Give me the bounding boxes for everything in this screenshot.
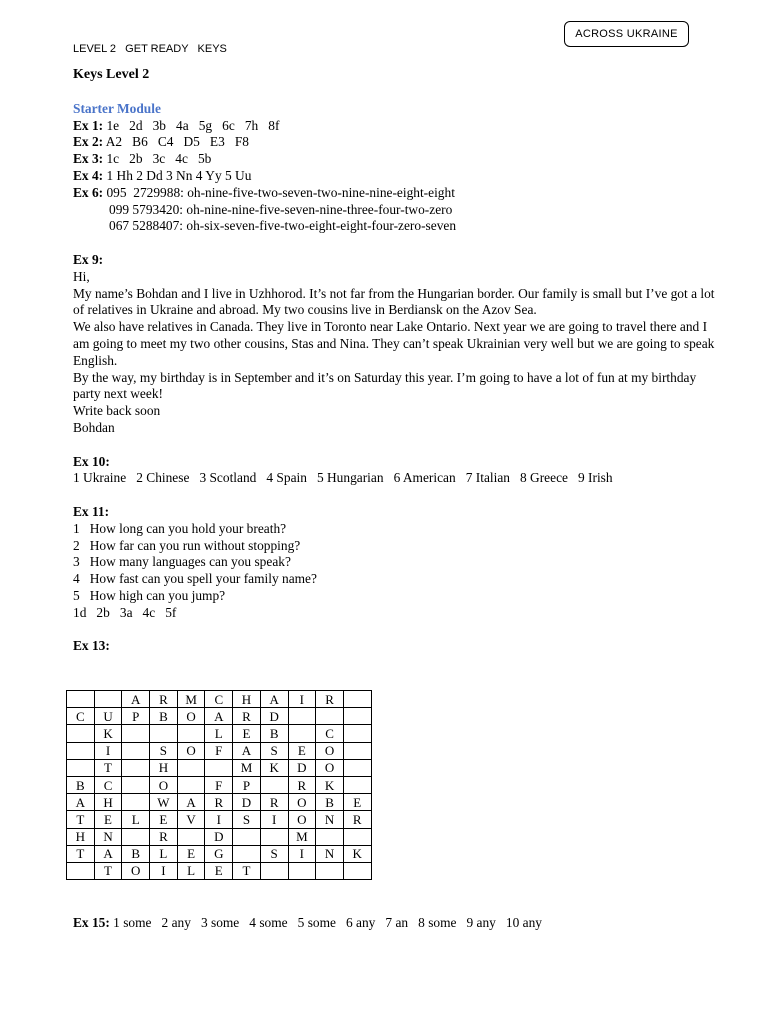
crossword-row bbox=[67, 794, 372, 811]
crossword-cell: D bbox=[288, 759, 316, 776]
crossword-cell bbox=[67, 759, 95, 776]
crossword-cell bbox=[122, 725, 150, 742]
crossword-cell: I bbox=[150, 862, 178, 879]
ex15-answers bbox=[73, 915, 542, 931]
crossword-cell: B bbox=[150, 708, 178, 725]
crossword-cell: H bbox=[67, 828, 95, 845]
crossword-cell: S bbox=[260, 742, 288, 759]
crossword-cell: U bbox=[94, 708, 122, 725]
crossword-cell bbox=[205, 759, 233, 776]
crossword-cell bbox=[122, 776, 150, 793]
crossword-cell bbox=[67, 725, 95, 742]
crossword-row bbox=[67, 862, 372, 879]
crossword-row bbox=[67, 828, 372, 845]
crossword-cell: O bbox=[316, 742, 344, 759]
crossword-cell: E bbox=[288, 742, 316, 759]
crossword-cell bbox=[233, 828, 261, 845]
ex1-text: 1e 2d 3b 4a 5g 6c 7h 8f bbox=[103, 117, 280, 133]
crossword-cell: L bbox=[177, 862, 205, 879]
ex4-label: Ex 4: bbox=[73, 167, 104, 183]
ex6-answers bbox=[73, 185, 723, 202]
crossword-cell bbox=[177, 828, 205, 845]
crossword-cell: O bbox=[122, 862, 150, 879]
crossword-cell: E bbox=[94, 811, 122, 828]
crossword-cell: D bbox=[260, 708, 288, 725]
crossword-cell: V bbox=[177, 811, 205, 828]
crossword-cell: S bbox=[260, 845, 288, 862]
crossword-cell: P bbox=[122, 708, 150, 725]
crossword-cell: O bbox=[288, 811, 316, 828]
crossword-row bbox=[67, 759, 372, 776]
ex6-line1: 095 2729988: oh-nine-five-two-seven-two-nine-nine-eight-eight bbox=[103, 184, 455, 200]
module-heading: Starter Module bbox=[73, 100, 161, 116]
ex15-label: Ex 15: bbox=[73, 915, 110, 930]
crossword-cell: O bbox=[177, 708, 205, 725]
crossword-cell: F bbox=[205, 776, 233, 793]
crossword-cell: B bbox=[67, 776, 95, 793]
ex9-signature: Bohdan bbox=[73, 419, 115, 435]
crossword-cell bbox=[343, 742, 371, 759]
crossword-cell: S bbox=[233, 811, 261, 828]
crossword-cell: L bbox=[205, 725, 233, 742]
crossword-cell: A bbox=[122, 691, 150, 708]
crossword-row bbox=[67, 708, 372, 725]
crossword-cell: A bbox=[94, 845, 122, 862]
ex10-answers: 1 Ukraine 2 Chinese 3 Scotland 4 Spain 5 Hungarian 6 American 7 Italian 8 Greece 9 Irish bbox=[73, 470, 613, 486]
crossword-cell: C bbox=[205, 691, 233, 708]
ex2-label: Ex 2: bbox=[73, 134, 104, 150]
crossword-cell: D bbox=[233, 794, 261, 811]
crossword-cell: F bbox=[205, 742, 233, 759]
crossword-cell: C bbox=[94, 776, 122, 793]
crossword-row bbox=[67, 811, 372, 828]
page-title: Keys Level 2 bbox=[73, 67, 150, 82]
crossword-cell bbox=[122, 759, 150, 776]
ex11-question-3: 3 How many languages can you speak? bbox=[73, 554, 291, 570]
ex13-crossword-grid bbox=[66, 690, 372, 880]
crossword-cell: I bbox=[288, 691, 316, 708]
ex3-label: Ex 3: bbox=[73, 151, 104, 167]
crossword-cell: R bbox=[205, 794, 233, 811]
crossword-cell: L bbox=[122, 811, 150, 828]
crossword-row bbox=[67, 845, 372, 862]
crossword-cell: E bbox=[150, 811, 178, 828]
crossword-cell: K bbox=[316, 776, 344, 793]
ex11-answers: 1d 2b 3a 4c 5f bbox=[73, 604, 177, 620]
crossword-cell: N bbox=[94, 828, 122, 845]
crossword-cell: M bbox=[177, 691, 205, 708]
ex9-greeting: Hi, bbox=[73, 268, 90, 284]
crossword-cell bbox=[343, 708, 371, 725]
crossword-cell bbox=[94, 691, 122, 708]
crossword-cell: T bbox=[67, 845, 95, 862]
ex3-text: 1c 2b 3c 4c 5b bbox=[103, 151, 212, 167]
crossword-cell: R bbox=[150, 691, 178, 708]
crossword-cell bbox=[288, 725, 316, 742]
crossword-cell: E bbox=[177, 845, 205, 862]
ex2-text: A2 B6 C4 D5 E3 F8 bbox=[103, 134, 249, 150]
crossword-cell: A bbox=[205, 708, 233, 725]
crossword-cell: R bbox=[260, 794, 288, 811]
ex13-label: Ex 13: bbox=[73, 638, 110, 654]
crossword-cell: A bbox=[233, 742, 261, 759]
crossword-cell bbox=[260, 862, 288, 879]
crossword-cell bbox=[67, 862, 95, 879]
crossword-cell: R bbox=[343, 811, 371, 828]
crossword-cell bbox=[177, 725, 205, 742]
crossword-cell: C bbox=[67, 708, 95, 725]
crossword-cell bbox=[316, 828, 344, 845]
crossword-cell bbox=[288, 862, 316, 879]
crossword-cell bbox=[343, 725, 371, 742]
crossword-cell: O bbox=[150, 776, 178, 793]
crossword-cell: E bbox=[343, 794, 371, 811]
crossword-cell bbox=[260, 776, 288, 793]
crossword-cell: L bbox=[150, 845, 178, 862]
crossword-cell: W bbox=[150, 794, 178, 811]
crossword-cell: R bbox=[316, 691, 344, 708]
crossword-cell bbox=[343, 691, 371, 708]
crossword-cell: I bbox=[260, 811, 288, 828]
crossword-cell: H bbox=[150, 759, 178, 776]
crossword-cell bbox=[150, 725, 178, 742]
crossword-row bbox=[67, 742, 372, 759]
ex9-paragraph-2: We also have relatives in Canada. They live in Toronto near Lake Ontario. Next year we are going to travel there and I am going to meet my two other cousins, Stas and Nina. They can’t speak Ukrainian very well but we are going to speak English. bbox=[73, 319, 715, 368]
crossword-cell bbox=[260, 828, 288, 845]
ex1-answers bbox=[73, 118, 723, 135]
crossword-cell bbox=[177, 759, 205, 776]
crossword-cell bbox=[316, 708, 344, 725]
ex11-question-2: 2 How far can you run without stopping? bbox=[73, 537, 301, 553]
ex9-closing: Write back soon bbox=[73, 403, 161, 419]
crossword-cell: H bbox=[94, 794, 122, 811]
ex11-question-1: 1 How long can you hold your breath? bbox=[73, 520, 287, 536]
crossword-cell: A bbox=[260, 691, 288, 708]
ex9-paragraph-1: My name’s Bohdan and I live in Uzhhorod. It’s not far from the Hungarian border. Our family is small but I’ve got a lot of relatives in Ukraine and abroad. My two cousins live in Berdiansk on the Azov Sea. bbox=[73, 285, 715, 318]
ex11-question-4: 4 How fast can you spell your family name? bbox=[73, 571, 317, 587]
crossword-cell: T bbox=[94, 862, 122, 879]
ex1-label: Ex 1: bbox=[73, 117, 104, 133]
crossword-cell bbox=[343, 828, 371, 845]
crossword-cell bbox=[343, 776, 371, 793]
ex9-label: Ex 9: bbox=[73, 251, 104, 267]
crossword-cell: E bbox=[205, 862, 233, 879]
crossword-cell bbox=[343, 862, 371, 879]
crossword-cell: K bbox=[260, 759, 288, 776]
ex11-question-5: 5 How high can you jump? bbox=[73, 587, 226, 603]
ex4-text: 1 Hh 2 Dd 3 Nn 4 Yy 5 Uu bbox=[103, 167, 252, 183]
crossword-cell: M bbox=[233, 759, 261, 776]
crossword-cell: A bbox=[67, 794, 95, 811]
crossword-cell: K bbox=[343, 845, 371, 862]
crossword-cell bbox=[343, 759, 371, 776]
crossword-cell bbox=[316, 862, 344, 879]
crossword-row bbox=[67, 725, 372, 742]
crossword-cell: G bbox=[205, 845, 233, 862]
crossword-cell bbox=[177, 776, 205, 793]
crossword-cell: I bbox=[205, 811, 233, 828]
crossword-cell: K bbox=[94, 725, 122, 742]
crossword-cell: N bbox=[316, 811, 344, 828]
crossword-cell bbox=[288, 708, 316, 725]
crossword-cell: O bbox=[288, 794, 316, 811]
crossword-cell bbox=[122, 742, 150, 759]
crossword-cell: E bbox=[233, 725, 261, 742]
ex6-label: Ex 6: bbox=[73, 184, 104, 200]
crossword-cell: P bbox=[233, 776, 261, 793]
crossword-cell: S bbox=[150, 742, 178, 759]
crossword-cell bbox=[233, 845, 261, 862]
crossword-cell: C bbox=[316, 725, 344, 742]
crossword-cell: M bbox=[288, 828, 316, 845]
crossword-cell: O bbox=[177, 742, 205, 759]
ex2-answers bbox=[73, 134, 723, 151]
ex6-line3: 067 5288407: oh-six-seven-five-two-eight-eight-four-zero-seven bbox=[109, 218, 457, 234]
ex4-answers bbox=[73, 168, 723, 185]
crossword-cell: T bbox=[233, 862, 261, 879]
ex3-answers bbox=[73, 151, 723, 168]
crossword-row bbox=[67, 691, 372, 708]
ex6-line2: 099 5793420: oh-nine-nine-five-seven-nine-three-four-two-zero bbox=[109, 201, 453, 217]
crossword-cell: R bbox=[233, 708, 261, 725]
crossword-cell: A bbox=[177, 794, 205, 811]
crossword-cell: I bbox=[94, 742, 122, 759]
answer-key-body bbox=[73, 67, 723, 655]
crossword-cell: B bbox=[122, 845, 150, 862]
crossword-cell: I bbox=[288, 845, 316, 862]
crossword-cell: R bbox=[150, 828, 178, 845]
crossword-cell: D bbox=[205, 828, 233, 845]
crossword-cell: T bbox=[67, 811, 95, 828]
crossword-cell: H bbox=[233, 691, 261, 708]
across-ukraine-badge: ACROSS UKRAINE bbox=[564, 21, 689, 47]
crossword-cell: B bbox=[260, 725, 288, 742]
ex9-paragraph-3: By the way, my birthday is in September and it’s on Saturday this year. I’m going to have a lot of fun at my birthday party next week! bbox=[73, 369, 697, 402]
crossword-cell: O bbox=[316, 759, 344, 776]
crossword-cell: N bbox=[316, 845, 344, 862]
ex11-label: Ex 11: bbox=[73, 503, 110, 519]
crossword-cell: T bbox=[94, 759, 122, 776]
crossword-row bbox=[67, 776, 372, 793]
crossword-cell bbox=[67, 691, 95, 708]
crossword-cell bbox=[67, 742, 95, 759]
crossword-cell: R bbox=[288, 776, 316, 793]
crossword-cell bbox=[122, 828, 150, 845]
ex10-label: Ex 10: bbox=[73, 453, 110, 469]
ex15-text: 1 some 2 any 3 some 4 some 5 some 6 any 7 an 8 some 9 any 10 any bbox=[109, 915, 542, 930]
page-header: LEVEL 2 GET READY KEYS bbox=[73, 43, 227, 55]
crossword-cell: B bbox=[316, 794, 344, 811]
crossword-cell bbox=[122, 794, 150, 811]
